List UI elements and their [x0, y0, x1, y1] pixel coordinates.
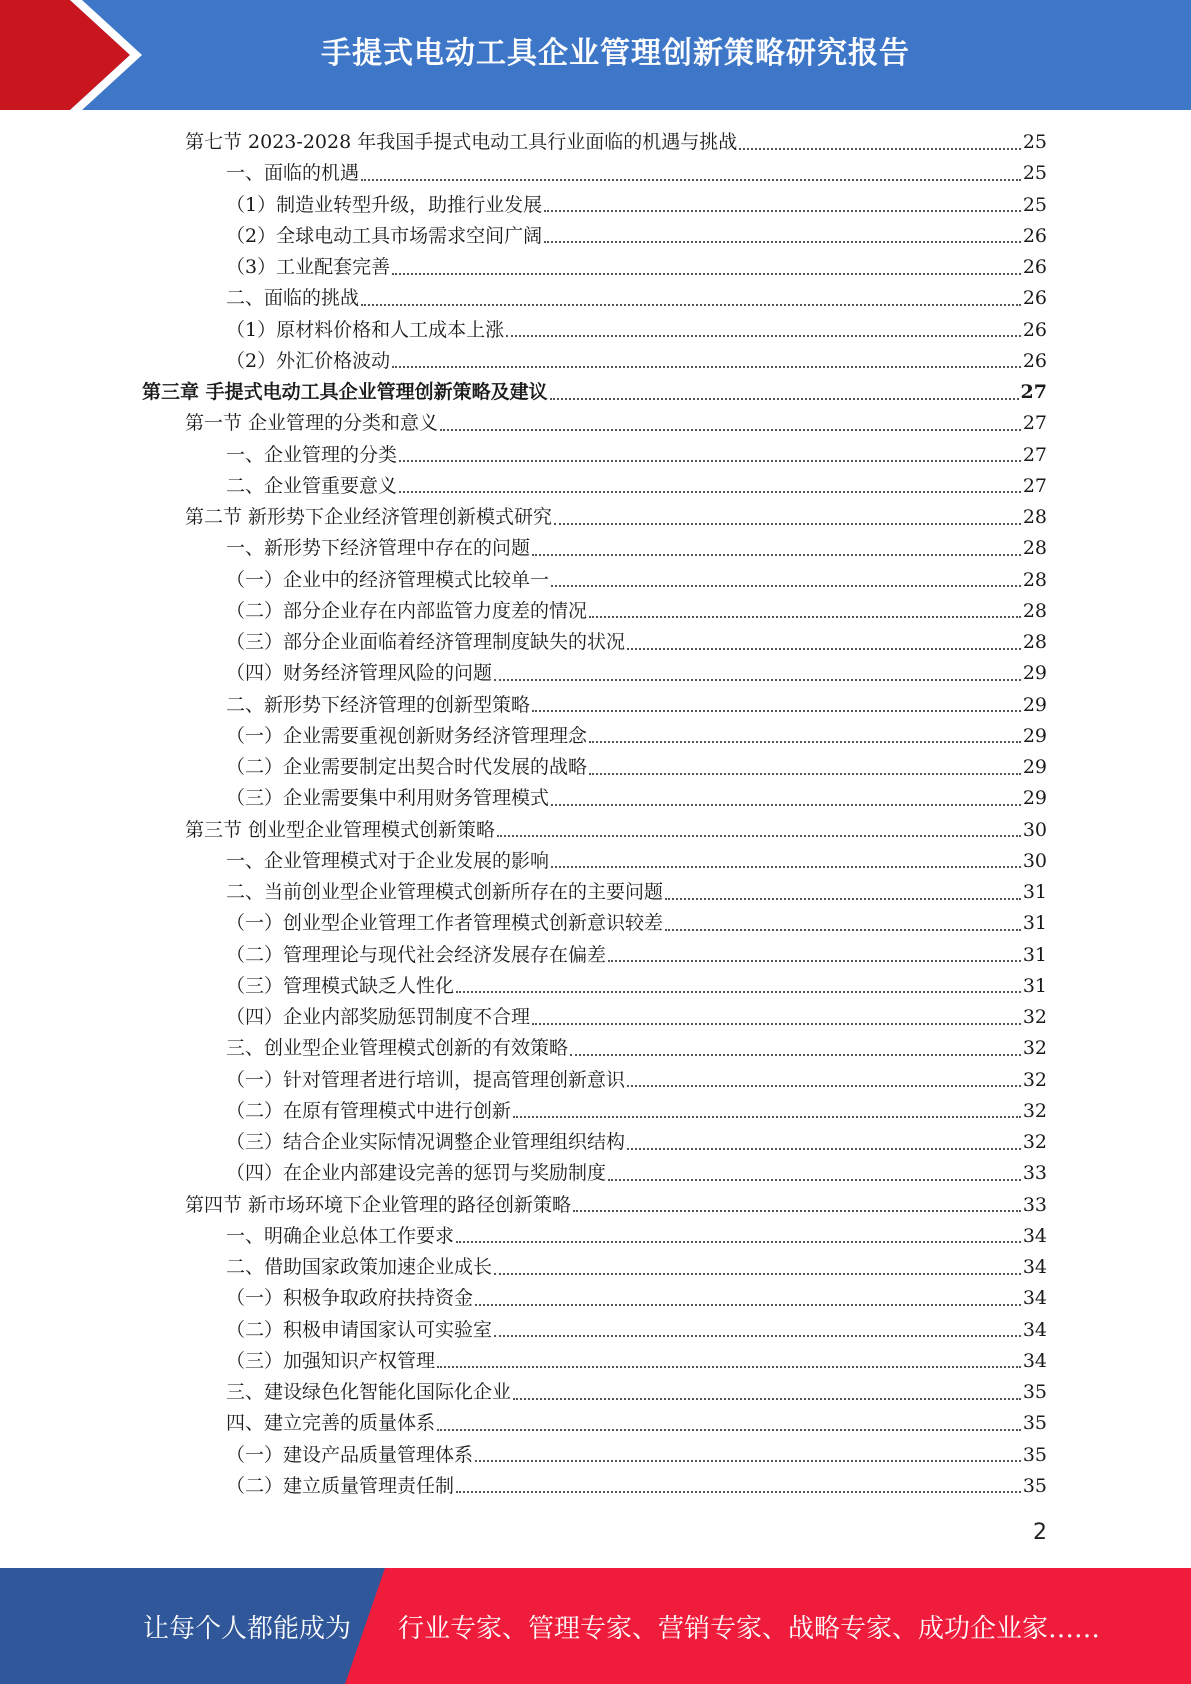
footer-slogan-right: 行业专家、管理专家、营销专家、战略专家、成功企业家…… [398, 1613, 1101, 1644]
toc-entry-page: 29 [1022, 756, 1047, 778]
toc-entry-title: （二）企业需要制定出契合时代发展的战略 [226, 756, 588, 778]
toc-entry[interactable] [0, 1127, 1191, 1158]
toc-entry-page: 34 [1022, 1349, 1047, 1372]
toc-entry-title: （四）企业内部奖励惩罚制度不合理 [226, 1006, 531, 1028]
dot-leader [361, 179, 1021, 181]
toc-entry-title: （2）全球电动工具市场需求空间广阔 [226, 224, 543, 247]
toc-entry-page: 30 [1022, 818, 1047, 841]
toc-entry[interactable] [0, 408, 1191, 439]
dot-leader [589, 741, 1021, 743]
toc-entry-page: 29 [1022, 662, 1047, 685]
toc-entry[interactable] [0, 1190, 1191, 1221]
toc-entry[interactable] [0, 471, 1191, 502]
toc-entry[interactable] [0, 1096, 1191, 1127]
toc-entry[interactable] [0, 190, 1191, 221]
toc-entry[interactable] [0, 1158, 1191, 1189]
toc-entry[interactable] [0, 1315, 1191, 1346]
toc-entry-page: 35 [1022, 1412, 1047, 1435]
toc-entry[interactable] [0, 1221, 1191, 1252]
toc-entry[interactable] [0, 221, 1191, 252]
toc-entry[interactable] [0, 1440, 1191, 1471]
dot-leader [544, 241, 1021, 243]
dot-leader [513, 1116, 1021, 1118]
toc-entry[interactable] [0, 908, 1191, 939]
toc-entry-page: 34 [1022, 1318, 1047, 1341]
toc-entry-title: （一）积极争取政府扶持资金 [226, 1287, 474, 1310]
toc-entry-title: 二、企业管重要意义 [226, 474, 398, 497]
toc-entry-page: 27 [1022, 412, 1047, 435]
toc-entry-page: 33 [1022, 1193, 1047, 1216]
dot-leader [456, 1491, 1021, 1493]
toc-entry[interactable] [0, 815, 1191, 846]
toc-entry-title: （四）财务经济管理风险的问题 [226, 662, 493, 685]
report-title: 手提式电动工具企业管理创新策略研究报告 [321, 36, 910, 71]
dot-leader [573, 1210, 1021, 1212]
toc-entry[interactable] [0, 502, 1191, 533]
toc-entry-title: （一）针对管理者进行培训，提高管理创新意识 [226, 1068, 626, 1091]
dot-leader [506, 335, 1021, 337]
toc-entry[interactable] [0, 940, 1191, 971]
toc-entry-page: 27 [1022, 474, 1047, 497]
toc-entry-page: 26 [1022, 287, 1047, 310]
toc-entry[interactable] [0, 971, 1191, 1002]
toc-entry-title: （二）建立质量管理责任制 [226, 1474, 455, 1497]
toc-entry[interactable] [0, 252, 1191, 283]
toc-entry-page: 34 [1022, 1287, 1047, 1310]
toc-entry-page: 28 [1022, 568, 1047, 591]
toc-entry-title: 二、新形势下经济管理的创新型策略 [226, 693, 531, 716]
toc-entry-title: （1）制造业转型升级，助推行业发展 [226, 193, 543, 216]
toc-entry-page: 34 [1022, 1256, 1047, 1278]
toc-entry[interactable] [0, 283, 1191, 314]
footer-slogan-left: 让每个人都能成为 [143, 1613, 352, 1644]
toc-entry-page: 33 [1022, 1162, 1047, 1185]
dot-leader [392, 273, 1021, 275]
toc-entry-title: （二）积极申请国家认可实验室 [226, 1318, 493, 1341]
toc-entry-title: 一、明确企业总体工作要求 [226, 1224, 455, 1247]
page-number: 2 [1033, 1520, 1047, 1545]
toc-entry-page: 26 [1022, 318, 1047, 341]
dot-leader [392, 366, 1021, 368]
toc-entry[interactable] [0, 752, 1191, 783]
dot-leader [494, 1273, 1021, 1275]
toc-entry[interactable] [0, 377, 1191, 408]
dot-leader [551, 585, 1021, 587]
toc-entry-page: 28 [1022, 506, 1047, 528]
toc-entry-title: 第三节 创业型企业管理模式创新策略 [185, 818, 496, 841]
toc-entry-title: 一、企业管理模式对于企业发展的影响 [226, 849, 550, 872]
toc-entry-title: （一）企业中的经济管理模式比较单一 [226, 568, 550, 591]
dot-leader [532, 1023, 1021, 1025]
toc-entry-title: 二、借助国家政策加速企业成长 [226, 1256, 493, 1278]
dot-leader [665, 929, 1021, 931]
toc-entry-page: 32 [1022, 1099, 1047, 1122]
toc-entry-page: 29 [1022, 787, 1047, 810]
dot-leader [440, 429, 1021, 431]
toc-entry-page: 35 [1022, 1474, 1047, 1497]
toc-entry-title: （三）加强知识产权管理 [226, 1349, 436, 1372]
toc-entry[interactable] [0, 627, 1191, 658]
toc-entry[interactable] [0, 783, 1191, 814]
toc-entry-title: 第四节 新市场环境下企业管理的路径创新策略 [185, 1193, 572, 1216]
toc-entry[interactable] [0, 658, 1191, 689]
toc-entry-page: 29 [1022, 724, 1047, 747]
toc-entry-page: 27 [1022, 443, 1047, 466]
toc-entry[interactable] [0, 1283, 1191, 1314]
toc-entry[interactable] [0, 1065, 1191, 1096]
dot-leader [608, 960, 1021, 962]
toc-entry-title: （3）工业配套完善 [226, 256, 391, 278]
toc-entry-title: 第三章 手提式电动工具企业管理创新策略及建议 [142, 381, 548, 403]
toc-entry-page: 31 [1022, 943, 1047, 966]
toc-entry-page: 26 [1022, 256, 1047, 278]
dot-leader [497, 835, 1021, 837]
toc-entry-page: 29 [1022, 693, 1047, 716]
dot-leader [532, 710, 1021, 712]
dot-leader [456, 991, 1021, 993]
toc-entry[interactable] [0, 533, 1191, 564]
toc-entry-page: 35 [1022, 1443, 1047, 1466]
dot-leader [399, 460, 1021, 462]
dot-leader [475, 1304, 1021, 1306]
toc-entry-title: （三）部分企业面临着经济管理制度缺失的状况 [226, 631, 626, 653]
toc-entry[interactable] [0, 127, 1191, 158]
dot-leader [551, 866, 1021, 868]
toc-entry[interactable] [0, 565, 1191, 596]
toc-entry-page: 31 [1022, 881, 1047, 903]
dot-leader [739, 148, 1021, 150]
toc-entry-page: 35 [1022, 1381, 1047, 1403]
dot-leader [627, 648, 1021, 650]
toc-entry-page: 25 [1022, 131, 1047, 153]
toc-entry-page: 26 [1022, 349, 1047, 372]
dot-leader [589, 773, 1021, 775]
toc-entry-title: （三）结合企业实际情况调整企业管理组织结构 [226, 1131, 626, 1153]
toc-entry[interactable] [0, 1346, 1191, 1377]
dot-leader [554, 523, 1021, 525]
toc-entry-title: 一、新形势下经济管理中存在的问题 [226, 537, 531, 560]
page-header [0, 0, 1191, 110]
toc-entry-page: 32 [1022, 1037, 1047, 1060]
toc-entry-title: （三）企业需要集中利用财务管理模式 [226, 787, 550, 810]
dot-leader [589, 616, 1021, 618]
toc-entry[interactable] [0, 1377, 1191, 1408]
toc-entry-page: 28 [1022, 631, 1047, 653]
dot-leader [627, 1148, 1021, 1150]
toc-entry[interactable] [0, 1033, 1191, 1064]
toc-entry-title: 二、当前创业型企业管理模式创新所存在的主要问题 [226, 881, 664, 903]
toc-entry-title: 二、面临的挑战 [226, 287, 360, 310]
dot-leader [437, 1429, 1021, 1431]
toc-entry-title: 第二节 新形势下企业经济管理创新模式研究 [185, 506, 553, 528]
toc-entry[interactable] [0, 877, 1191, 908]
toc-entry[interactable] [0, 346, 1191, 377]
toc-entry-page: 32 [1022, 1131, 1047, 1153]
toc-entry-title: （1）原材料价格和人工成本上涨 [226, 318, 505, 341]
table-of-contents [0, 127, 1191, 1502]
dot-leader [551, 804, 1021, 806]
toc-entry-title: （二）部分企业存在内部监管力度差的情况 [226, 599, 588, 622]
toc-entry-title: 四、建立完善的质量体系 [226, 1412, 436, 1435]
dot-leader [513, 1398, 1021, 1400]
page-footer [0, 1568, 1191, 1684]
toc-entry-title: （2）外汇价格波动 [226, 349, 391, 372]
dot-leader [361, 304, 1021, 306]
toc-entry-page: 31 [1022, 974, 1047, 997]
toc-entry-page: 28 [1022, 537, 1047, 560]
toc-entry[interactable] [0, 1002, 1191, 1033]
toc-entry-page: 28 [1022, 599, 1047, 622]
toc-entry[interactable] [0, 846, 1191, 877]
toc-entry[interactable] [0, 596, 1191, 627]
dot-leader [544, 210, 1021, 212]
dot-leader [437, 1366, 1021, 1368]
toc-entry-title: （四）在企业内部建设完善的惩罚与奖励制度 [226, 1162, 607, 1185]
dot-leader [665, 898, 1021, 900]
toc-entry-title: 第一节 企业管理的分类和意义 [185, 412, 439, 435]
toc-entry-page: 25 [1022, 162, 1047, 185]
toc-entry-title: （二）管理理论与现代社会经济发展存在偏差 [226, 943, 607, 966]
toc-entry-title: （一）创业型企业管理工作者管理模式创新意识较差 [226, 912, 664, 935]
dot-leader [532, 554, 1021, 556]
toc-entry-title: 一、企业管理的分类 [226, 443, 398, 466]
toc-entry-title: 三、创业型企业管理模式创新的有效策略 [226, 1037, 569, 1060]
toc-entry[interactable] [0, 315, 1191, 346]
toc-entry-page: 30 [1022, 849, 1047, 872]
toc-entry-title: 一、面临的机遇 [226, 162, 360, 185]
dot-leader [475, 1460, 1021, 1462]
toc-entry-page: 34 [1022, 1224, 1047, 1247]
toc-entry[interactable] [0, 690, 1191, 721]
toc-entry-title: （一）企业需要重视创新财务经济管理理念 [226, 724, 588, 747]
dot-leader [570, 1054, 1021, 1056]
dot-leader [399, 491, 1021, 493]
toc-entry-title: 第七节 2023-2028 年我国手提式电动工具行业面临的机遇与挑战 [185, 131, 738, 153]
toc-entry[interactable] [0, 721, 1191, 752]
dot-leader [608, 1179, 1021, 1181]
toc-entry-page: 32 [1022, 1006, 1047, 1028]
toc-entry-title: （二）在原有管理模式中进行创新 [226, 1099, 512, 1122]
toc-entry-title: （一）建设产品质量管理体系 [226, 1443, 474, 1466]
toc-entry[interactable] [0, 158, 1191, 189]
toc-entry-page: 27 [1020, 381, 1047, 403]
toc-entry-page: 25 [1022, 193, 1047, 216]
toc-entry-page: 32 [1022, 1068, 1047, 1091]
toc-entry[interactable] [0, 1252, 1191, 1283]
dot-leader [494, 679, 1021, 681]
dot-leader [456, 1241, 1021, 1243]
toc-entry[interactable] [0, 1408, 1191, 1439]
toc-entry-page: 26 [1022, 224, 1047, 247]
dot-leader [494, 1335, 1021, 1337]
toc-entry[interactable] [0, 1471, 1191, 1502]
toc-entry-title: （三）管理模式缺乏人性化 [226, 974, 455, 997]
dot-leader [550, 398, 1019, 400]
toc-entry[interactable] [0, 440, 1191, 471]
toc-entry-page: 31 [1022, 912, 1047, 935]
toc-entry-title: 三、建设绿色化智能化国际化企业 [226, 1381, 512, 1403]
dot-leader [627, 1085, 1021, 1087]
